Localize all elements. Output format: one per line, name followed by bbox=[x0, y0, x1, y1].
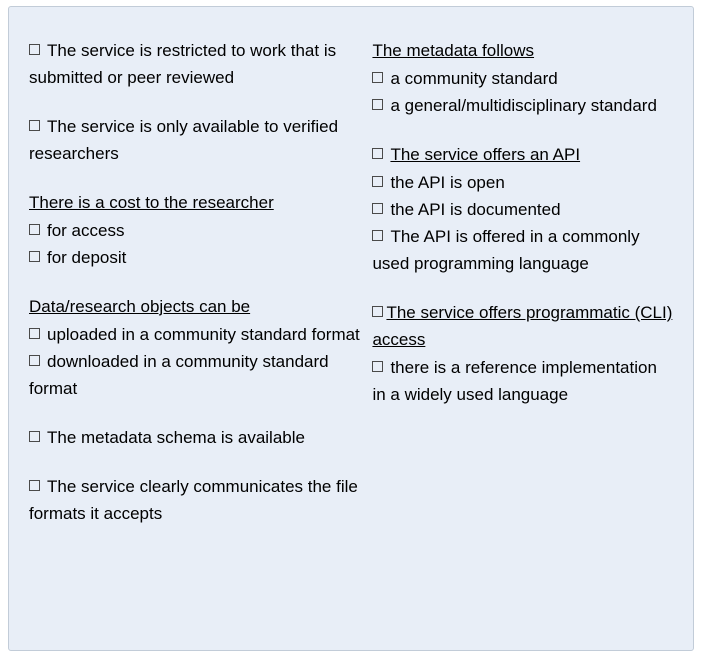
list-item[interactable] bbox=[372, 92, 673, 119]
list-item[interactable] bbox=[372, 354, 673, 408]
checkbox-icon[interactable] bbox=[29, 431, 40, 442]
list-item-label: for deposit bbox=[47, 248, 127, 267]
checklist-group bbox=[29, 37, 362, 91]
group-heading-label: The service offers an API bbox=[390, 145, 581, 164]
left-column bbox=[29, 37, 372, 650]
checkbox-icon[interactable] bbox=[29, 355, 40, 366]
list-item[interactable] bbox=[29, 321, 362, 348]
list-item-label: The service is restricted to work that is submitted or peer reviewed bbox=[29, 41, 337, 87]
checkbox-icon[interactable] bbox=[29, 224, 40, 235]
list-item-label: the API is documented bbox=[390, 200, 561, 219]
list-item-label: uploaded in a community standard format bbox=[47, 325, 360, 344]
checkbox-icon[interactable] bbox=[372, 148, 383, 159]
checkbox-icon[interactable] bbox=[29, 480, 40, 491]
checkbox-icon[interactable] bbox=[29, 328, 40, 339]
list-item-label: a general/multidisciplinary standard bbox=[390, 96, 657, 115]
checklist-columns bbox=[9, 7, 693, 650]
list-item[interactable] bbox=[372, 223, 673, 277]
list-item-label: downloaded in a community standard format bbox=[29, 352, 329, 398]
group-heading[interactable] bbox=[372, 141, 673, 168]
list-item[interactable] bbox=[29, 473, 362, 527]
list-item[interactable] bbox=[29, 37, 362, 91]
list-item-label: The API is offered in a commonly used programming language bbox=[372, 227, 640, 273]
list-item[interactable] bbox=[372, 65, 673, 92]
checklist-group bbox=[29, 473, 362, 527]
checkbox-icon[interactable] bbox=[29, 120, 40, 131]
group-heading: The metadata follows bbox=[372, 41, 535, 60]
list-item[interactable] bbox=[29, 244, 362, 271]
list-item-label: The service clearly communicates the file formats it accepts bbox=[29, 477, 358, 523]
checklist-group bbox=[29, 424, 362, 451]
list-item[interactable] bbox=[29, 217, 362, 244]
group-heading[interactable] bbox=[372, 299, 673, 353]
list-item[interactable] bbox=[29, 113, 362, 167]
list-item-label: The metadata schema is available bbox=[47, 428, 305, 447]
list-item-label: a community standard bbox=[390, 69, 558, 88]
checkbox-icon[interactable] bbox=[372, 306, 383, 317]
checklist-group bbox=[372, 37, 673, 119]
checklist-group bbox=[29, 189, 362, 271]
checklist-group bbox=[29, 113, 362, 167]
list-item[interactable] bbox=[29, 348, 362, 402]
checklist-group bbox=[372, 299, 673, 408]
checklist-panel bbox=[8, 6, 694, 651]
list-item-label: there is a reference implementation in a widely used language bbox=[372, 358, 657, 404]
group-heading: There is a cost to the researcher bbox=[29, 193, 274, 212]
checkbox-icon[interactable] bbox=[372, 230, 383, 241]
checkbox-icon[interactable] bbox=[372, 176, 383, 187]
list-item-label: for access bbox=[47, 221, 125, 240]
list-item[interactable] bbox=[372, 196, 673, 223]
group-heading-label: The service offers programmatic (CLI) access bbox=[372, 303, 673, 349]
group-heading: Data/research objects can be bbox=[29, 297, 251, 316]
checklist-group bbox=[372, 141, 673, 277]
right-column bbox=[372, 37, 673, 650]
checkbox-icon[interactable] bbox=[372, 361, 383, 372]
list-item-label: the API is open bbox=[390, 173, 505, 192]
checkbox-icon[interactable] bbox=[372, 99, 383, 110]
list-item-label: The service is only available to verified researchers bbox=[29, 117, 339, 163]
checkbox-icon[interactable] bbox=[372, 72, 383, 83]
checkbox-icon[interactable] bbox=[372, 203, 383, 214]
list-item[interactable] bbox=[372, 169, 673, 196]
checklist-group bbox=[29, 293, 362, 402]
list-item[interactable] bbox=[29, 424, 362, 451]
checkbox-icon[interactable] bbox=[29, 251, 40, 262]
checkbox-icon[interactable] bbox=[29, 44, 40, 55]
